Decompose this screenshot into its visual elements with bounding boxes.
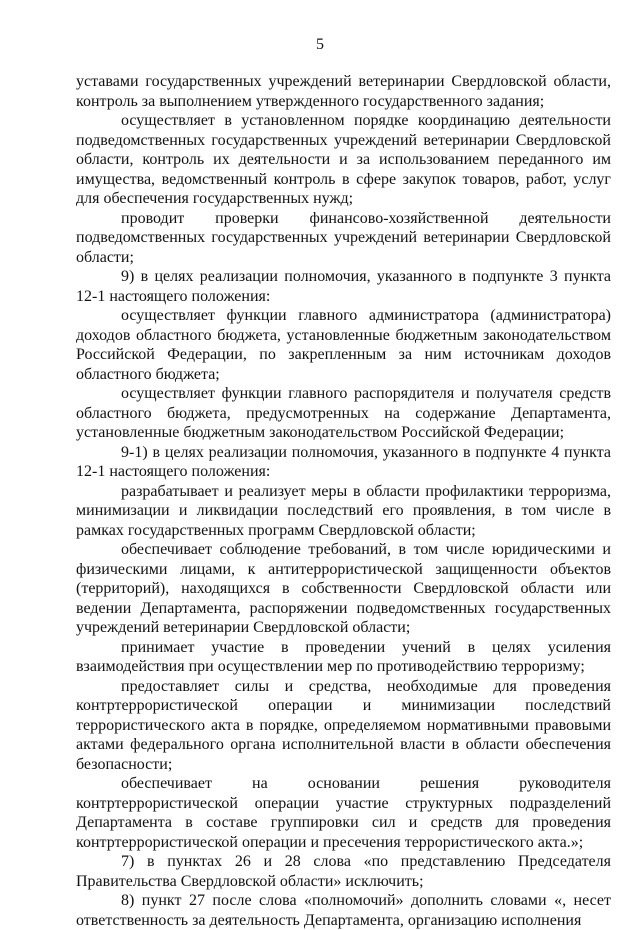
paragraph-10: принимает участие в проведении учений в целях усиления взаимодействия при осуществлении мер по противодействию терроризму; — [76, 638, 611, 675]
paragraph-1: уставами государственных учреждений ветеринарии Свердловской области, контроль за выполнением утвержденного государственного задания; — [76, 73, 611, 110]
paragraph-4: 9) в целях реализации полномочия, указанного в подпункте 3 пункта 12-1 настоящего положения: — [76, 268, 611, 305]
paragraph-3: проводит проверки финансово-хозяйственной деятельности подведомственных государственных учреждений ветеринарии Свердловской области; — [76, 209, 611, 266]
paragraph-7: 9-1) в целях реализации полномочия, указанного в подпункте 4 пункта 12-1 настоящего положения: — [76, 443, 611, 480]
paragraph-8: разрабатывает и реализует меры в области профилактики терроризма, минимизации и ликвидации последствий его проявления, в том числе в рамках государственных программ Свердловской области; — [76, 482, 611, 539]
paragraph-14: 8) пункт 27 после слова «полномочий» дополнить словами «, несет ответственность за деятельность Департамента, организацию исполнения — [76, 892, 611, 929]
document-body — [76, 72, 611, 930]
page-number: 5 — [316, 36, 324, 53]
paragraph-5: осуществляет функции главного администратора (администратора) доходов областного бюджета, установленные бюджетным законодательством Российской Федерации, по закрепленным за ним источникам доходов областного бюджета; — [76, 307, 611, 383]
paragraph-2: осуществляет в установленном порядке координацию деятельности подведомственных государственных учреждений ветеринарии Свердловской области, контроль их деятельности и за использованием переданного им имущества, ведомственный контроль в сфере закупок товаров, работ, услуг для обеспечения государственных нужд; — [76, 112, 611, 207]
paragraph-11: предоставляет силы и средства, необходимые для проведения контртеррористической операции и минимизации последствий террористического акта в порядке, определяемом нормативными правовыми актами федерального органа исполнительной власти в области обеспечения безопасности; — [76, 677, 611, 773]
paragraph-6: осуществляет функции главного распорядителя и получателя средств областного бюджета, предусмотренных на содержание Департамента, установленные бюджетным законодательством Российской Федерации; — [76, 385, 611, 441]
paragraph-13: 7) в пунктах 26 и 28 слова «по представлению Председателя Правительства Свердловской области» исключить; — [76, 853, 611, 890]
paragraph-9: обеспечивает соблюдение требований, в том числе юридическими и физическими лицами, к антитеррористической защищенности объектов (территорий), находящихся в собственности Свердловской области или ведении Департамента, распоряжении подведомственных государственных учреждений ветеринарии Свердловской области; — [76, 541, 611, 636]
paragraph-12: обеспечивает на основании решения руководителя контртеррористической операции участие структурных подразделений Департамента в составе группировки сил и средств для проведения контртеррористической операции и пресечения террористического акта.»; — [76, 775, 611, 851]
